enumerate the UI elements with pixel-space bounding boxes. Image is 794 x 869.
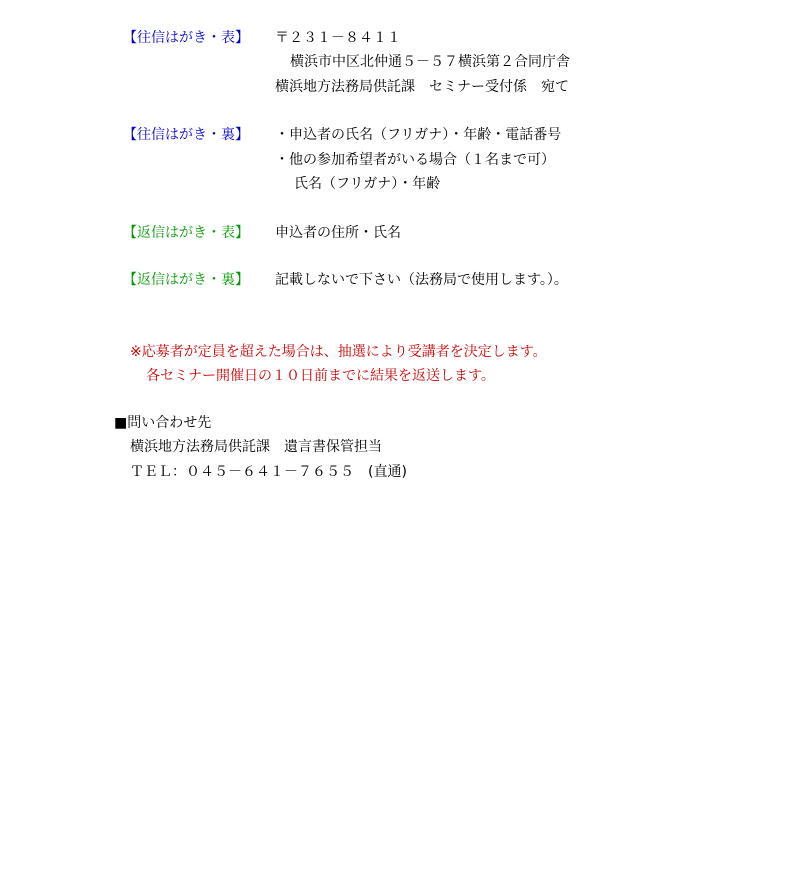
contact-office: 横浜地方法務局供託課 遺言書保管担当 bbox=[130, 439, 382, 455]
contact-tel: ＴＥＬ：０４５－６４１－７６５５ (直通) bbox=[130, 464, 407, 480]
contact-heading: ■問い合わせ先 bbox=[114, 415, 212, 431]
addressee-line: 横浜地方法務局供託課 セミナー受付係 宛て bbox=[275, 79, 569, 95]
address-line: 横浜市中区北仲通５－５７横浜第２合同庁舎 bbox=[290, 54, 570, 70]
notice-line-1: ※応募者が定員を超えた場合は、抽選により受講者を決定します。 bbox=[130, 344, 547, 360]
henshin-back-label: 【返信はがき・裏】 bbox=[123, 272, 249, 288]
notice-line-2: 各セミナー開催日の１０日前までに結果を返送します。 bbox=[146, 368, 495, 384]
ofuku-back-item-1: ・申込者の氏名（フリガナ）・年齢・電話番号 bbox=[275, 127, 562, 143]
henshin-front-text: 申込者の住所・氏名 bbox=[275, 225, 401, 241]
henshin-back-text: 記載しないで下さい（法務局で使用します。）。 bbox=[275, 272, 568, 288]
ofuku-back-item-2-detail: 氏名（フリガナ）・年齢 bbox=[294, 176, 441, 192]
ofuku-back-item-2: ・他の参加希望者がいる場合（１名まで可） bbox=[275, 152, 555, 168]
postal-code: 〒２３１－８４１１ bbox=[275, 30, 401, 46]
ofuku-front-label: 【往信はがき・表】 bbox=[123, 30, 249, 46]
henshin-front-label: 【返信はがき・表】 bbox=[123, 225, 249, 241]
ofuku-back-label: 【往信はがき・裏】 bbox=[123, 127, 249, 143]
